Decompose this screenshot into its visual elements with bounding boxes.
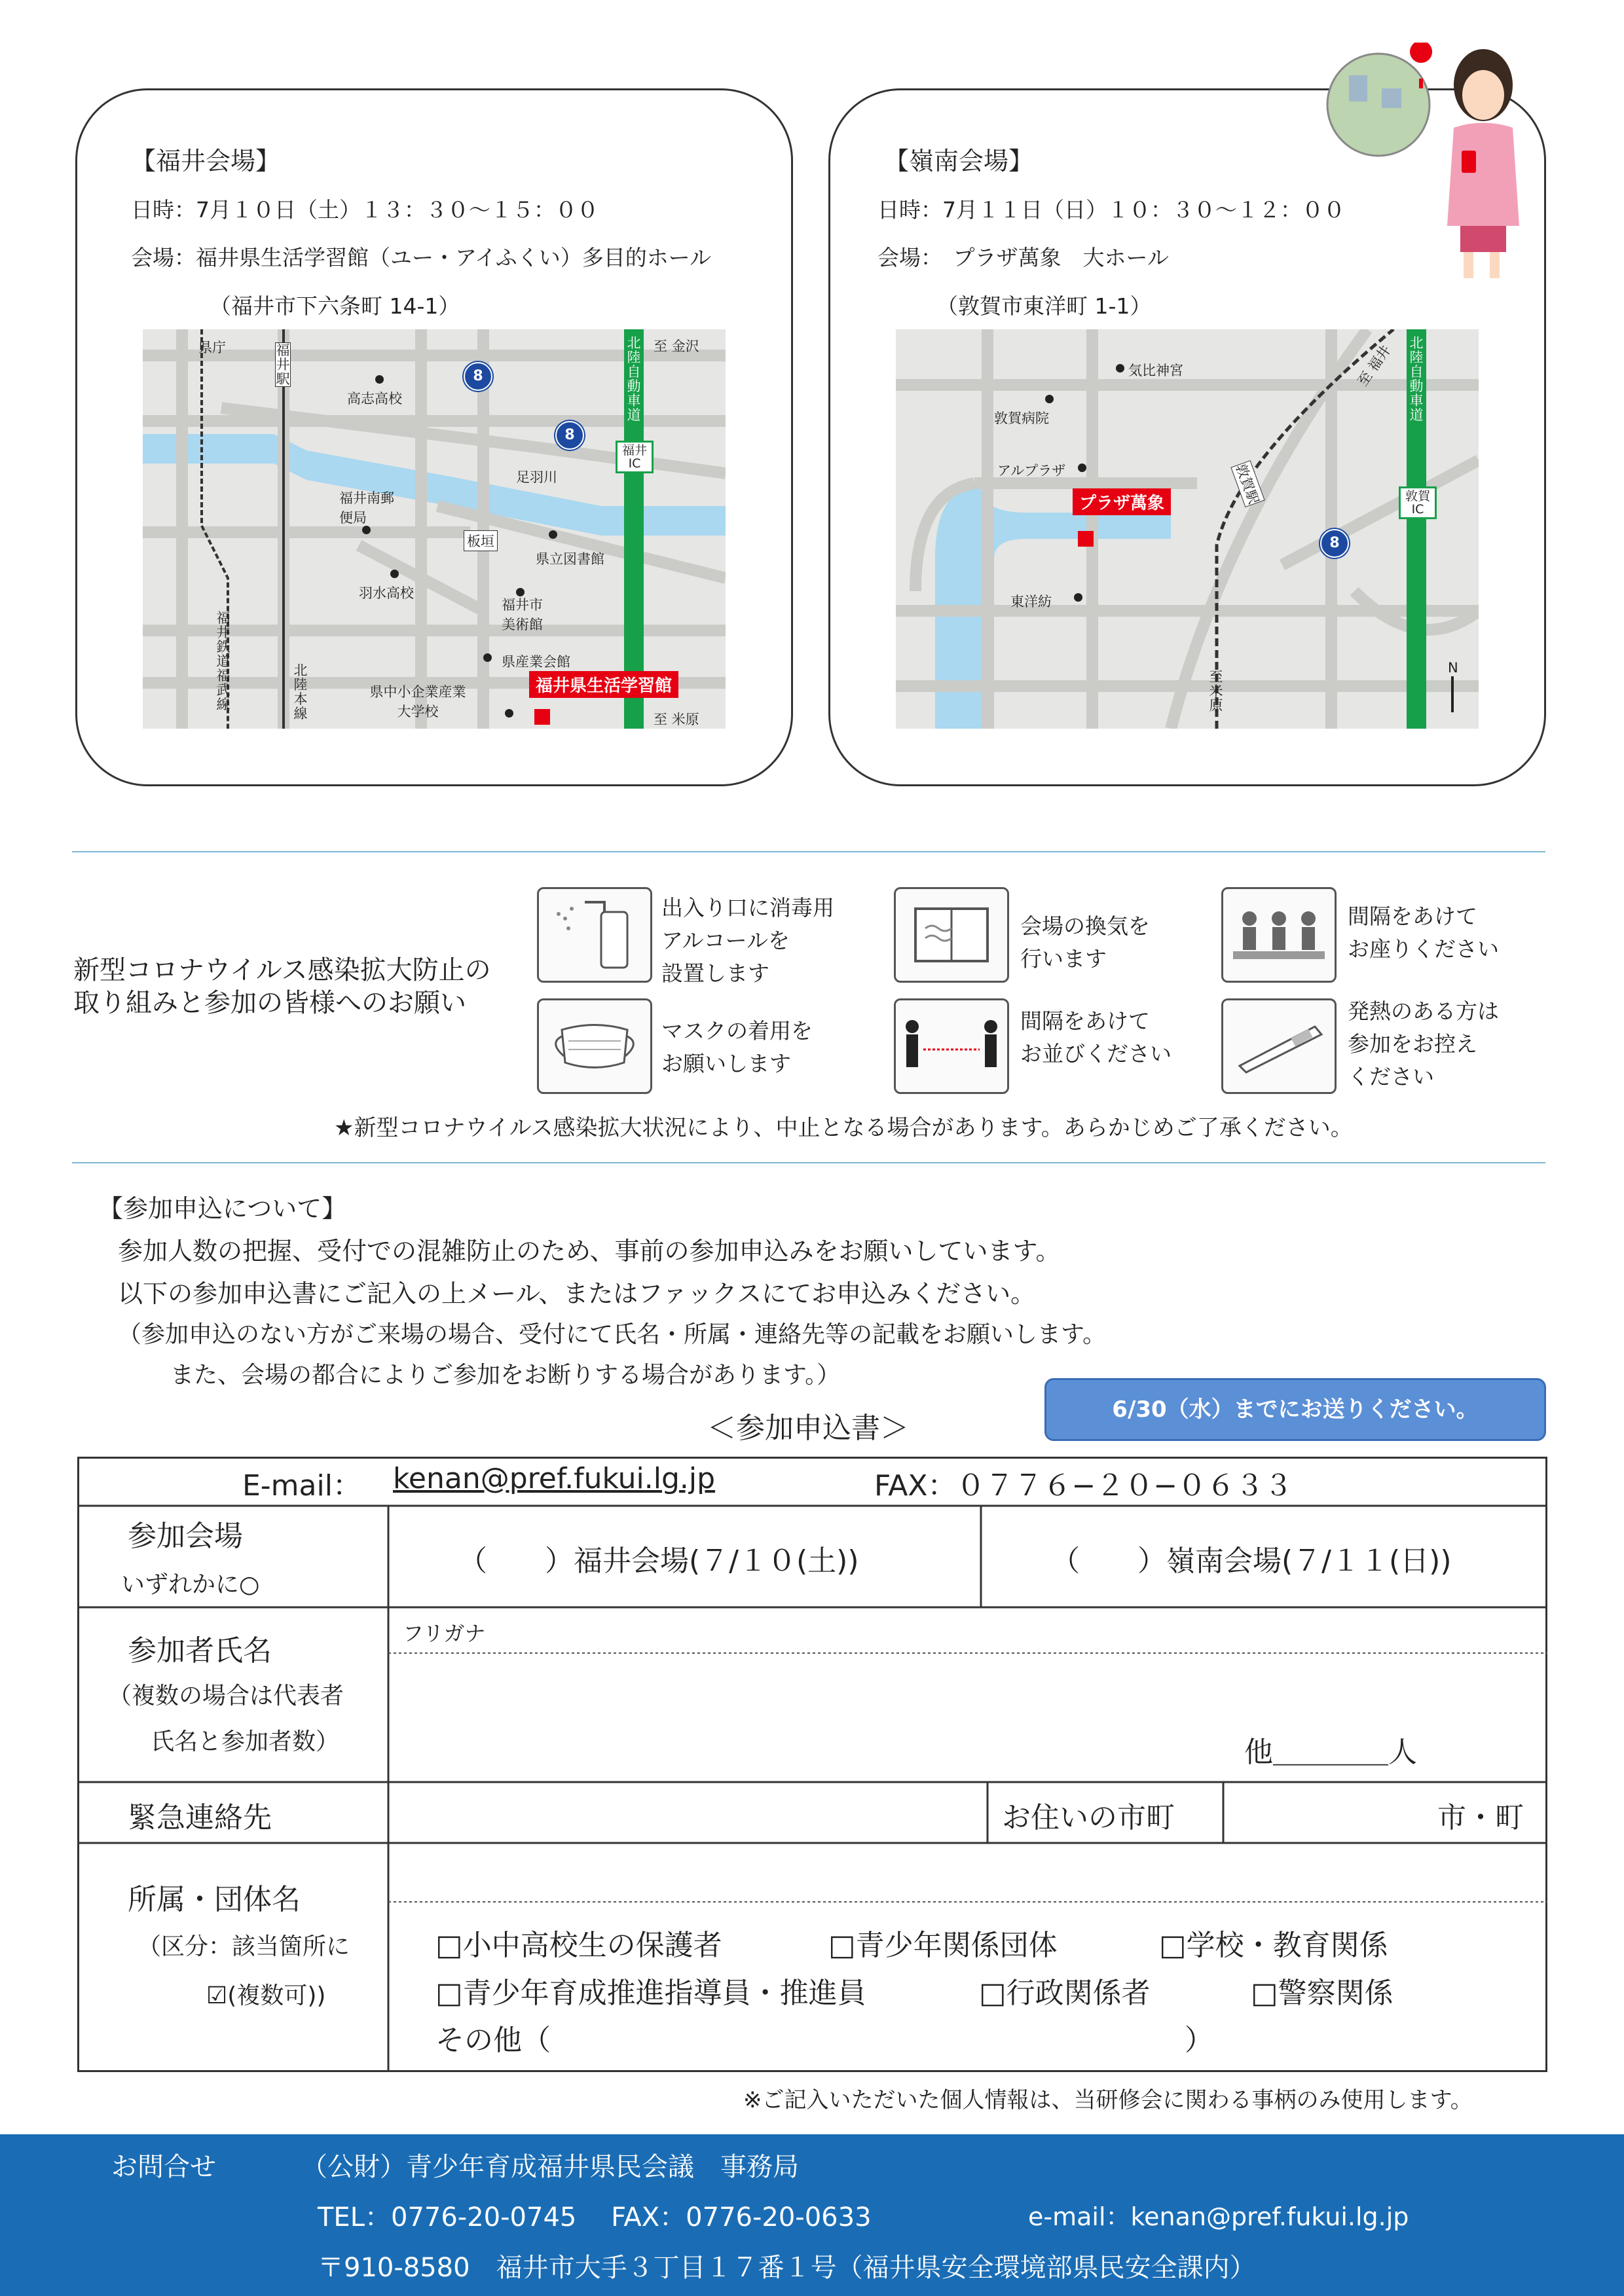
organization-input[interactable]	[393, 1846, 1539, 1899]
others-count-field[interactable]: 他＿＿＿＿人	[1244, 1736, 1417, 1769]
route-8-badge-2: 8	[555, 421, 584, 450]
hokuriku-line-label: 北陸本線	[293, 663, 308, 721]
email-label: E-mail：	[242, 1469, 361, 1503]
fukui-ic-label: 福井IC	[616, 441, 654, 473]
reinan-map	[896, 329, 1479, 729]
contact-address: 〒910-8580 福井市大手３丁目１７番１号（福井県安全環境部県民安全課内）	[318, 2253, 1256, 2283]
thermometer-text-2: 参加をお控え	[1348, 1031, 1477, 1057]
covid-notice: ★新型コロナウイルス感染拡大状況により、中止となる場合があります。あらかじめご了承ください。	[334, 1115, 1353, 1141]
thermometer-icon	[1221, 998, 1337, 1094]
reinan-target-marker	[1078, 531, 1094, 547]
venue-option-reinan[interactable]: （ ）嶺南会場(７/１１(日))	[1051, 1544, 1452, 1578]
emergency-contact-label: 緊急連絡先	[128, 1801, 272, 1834]
itagaki-label: 板垣	[464, 530, 498, 551]
to-fukui-label: 至 福井	[1354, 342, 1394, 389]
fukui-map	[143, 329, 726, 729]
furigana-label: フリガナ	[403, 1621, 486, 1646]
distance-text-1: 間隔をあけて	[1020, 1008, 1150, 1034]
covid-heading-line2: 取り組みと参加の皆様へのお願い	[73, 988, 466, 1018]
hospital-dot	[1045, 395, 1054, 403]
seat-spacing-text-2: お座りください	[1348, 936, 1499, 962]
contact-label: お問合せ	[111, 2152, 216, 2182]
sanitizer-text-2: アルコールを	[661, 928, 790, 953]
category-youth-leader[interactable]: □青少年育成推進指導員・推進員	[435, 1977, 866, 2010]
museum-dot	[516, 588, 525, 596]
sanitizer-text-3: 設置します	[661, 960, 769, 986]
organization-sub-label-1: （区分：該当箇所に	[138, 1933, 350, 1960]
fukui-venue-datetime: 日時：7月１０日（土）１３：３０〜１５：００	[131, 197, 599, 223]
distance-text-2: お並びください	[1020, 1041, 1172, 1066]
fukui-venue-address: （福井市下六条町 14-1）	[210, 293, 460, 319]
organization-label: 所属・団体名	[128, 1883, 301, 1916]
fukui-venue-title: 【福井会場】	[131, 147, 281, 175]
fukui-expressway-label: 北陸自動車道	[627, 335, 641, 423]
reinan-venue-datetime: 日時：7月１１日（日）１０：３０〜１２：００	[877, 197, 1345, 223]
covid-heading-line1: 新型コロナウイルス感染拡大防止の	[73, 955, 491, 985]
sanitizer-text-1: 出入り口に消毒用	[661, 895, 834, 920]
thermometer-text-1: 発熱のある方は	[1348, 998, 1499, 1024]
alplaza-label: アルプラザ	[997, 463, 1066, 479]
contact-tel-fax: TEL：0776-20-0745 FAX：0776-20-0633	[318, 2202, 872, 2232]
museum-label: 福井市美術館	[502, 597, 543, 632]
toyobo-dot	[1074, 593, 1082, 602]
sangyokaikan-label: 県産業会館	[502, 654, 570, 670]
ventilation-text-2: 行います	[1020, 946, 1107, 972]
application-heading: 【参加申込について】	[98, 1194, 347, 1223]
thermometer-text-3: ください	[1348, 1064, 1434, 1089]
privacy-note: ※ご記入いただいた個人情報は、当研修会に関わる事柄のみ使用します。	[743, 2087, 1473, 2113]
hanyu-dot	[390, 570, 399, 578]
email-link[interactable]: kenan@pref.fukui.lg.jp	[393, 1462, 716, 1495]
fukui-target-label: 福井県生活学習館	[529, 671, 678, 698]
venue-sub-label: いずれかに○	[121, 1571, 260, 1598]
tsuruga-station-label: 敦賀駅	[1230, 460, 1264, 507]
asuwa-river-label: 足羽川	[516, 469, 557, 485]
kehi-dot	[1116, 364, 1124, 373]
reinan-to-maibara-label: 至 米原	[1209, 669, 1223, 714]
category-parent[interactable]: □小中高校生の保護者	[435, 1929, 722, 1962]
reinan-target-label: プラザ萬象	[1073, 488, 1171, 515]
fukui-station-label: 福井駅	[276, 342, 290, 387]
tsuruga-hospital-label: 敦賀病院	[994, 410, 1049, 426]
library-label: 県立図書館	[536, 551, 604, 567]
sangyokaikan-dot	[483, 653, 492, 662]
name-sub-label-2: 氏名と参加者数）	[151, 1728, 340, 1755]
application-line-2: 以下の参加申込書にご記入の上メール、またはファックスにてお申込みください。	[118, 1279, 1036, 1308]
reinan-venue-address: （敦賀市東洋町 1-1）	[936, 293, 1152, 319]
reinan-route-8-badge: 8	[1320, 529, 1349, 558]
mask-text-1: マスクの着用を	[661, 1018, 813, 1044]
library-dot	[549, 530, 557, 539]
reinan-expressway-label: 北陸自動車道	[1409, 335, 1424, 423]
fukui-target-marker	[534, 709, 550, 725]
category-government[interactable]: □行政関係者	[979, 1977, 1151, 2010]
chusho-label: 県中小企業産業大学校	[369, 684, 466, 720]
route-8-badge: 8	[464, 362, 492, 391]
fax-number: FAX：０７７６−２０−０６３３	[874, 1469, 1293, 1503]
fukui-railway-label: 福井鉄道福武線	[216, 610, 231, 712]
woman-with-smartphone-illustration	[1323, 43, 1532, 285]
sanitizer-icon	[537, 887, 652, 983]
top-divider	[72, 851, 1545, 852]
category-police[interactable]: □警察関係	[1251, 1977, 1393, 2010]
to-maibara-label: 至 米原	[654, 712, 699, 727]
post-office-label: 福井南郵便局	[339, 490, 394, 526]
post-office-dot	[362, 526, 371, 534]
seat-spacing-icon	[1221, 887, 1337, 983]
distance-icon	[894, 998, 1009, 1094]
alplaza-dot	[1078, 464, 1086, 472]
application-line-4: また、会場の都合によりご参加をお断りする場合があります。）	[170, 1362, 841, 1389]
application-line-1: 参加人数の把握、受付での混雑防止のため、事前の参加申込みをお願いしています。	[118, 1237, 1061, 1266]
residence-suffix[interactable]: 市・町	[1437, 1801, 1524, 1834]
hanyu-label: 羽水高校	[359, 585, 414, 601]
tsuruga-ic-label: 敦賀IC	[1399, 486, 1437, 519]
category-other[interactable]: その他（ ）	[435, 2024, 1213, 2057]
toyobo-label: 東洋紡	[1010, 594, 1052, 610]
illustration-svg	[1323, 43, 1532, 285]
mask-text-2: お願いします	[661, 1051, 791, 1076]
north-arrow-label: N	[1448, 660, 1458, 676]
emergency-contact-input[interactable]	[393, 1784, 982, 1840]
form-title: ＜参加申込書＞	[707, 1412, 909, 1445]
ventilation-text-1: 会場の換気を	[1020, 913, 1150, 939]
category-youth-group[interactable]: □青少年関係団体	[828, 1929, 1058, 1962]
kencho-label: 県庁	[198, 340, 226, 355]
application-line-3: （参加申込のない方がご来場の場合、受付にて氏名・所属・連絡先等の記載をお願いします。	[118, 1321, 1107, 1348]
koshi-label: 高志高校	[347, 391, 402, 407]
koshi-dot	[375, 375, 384, 384]
north-arrow-icon	[1451, 676, 1454, 712]
kehi-label: 気比神宮	[1128, 363, 1183, 378]
reinan-venue-title: 【嶺南会場】	[884, 147, 1034, 175]
deadline-badge: 6/30（水）までにお送りください。	[1044, 1378, 1546, 1441]
to-kanazawa-label: 至 金沢	[654, 338, 699, 354]
fukui-venue-place: 会場：福井県生活学習館（ユー・アイふくい）多目的ホール	[131, 245, 712, 270]
venue-option-fukui[interactable]: （ ）福井会場(７/１０(土))	[458, 1544, 859, 1578]
name-sub-label-1: （複数の場合は代表者	[108, 1683, 344, 1709]
residence-label: お住いの市町	[1002, 1801, 1175, 1834]
furigana-input[interactable]	[393, 1611, 1539, 1650]
mask-icon	[537, 998, 652, 1094]
seat-spacing-text-1: 間隔をあけて	[1348, 903, 1477, 929]
reinan-venue-place: 会場： プラザ萬象 大ホール	[877, 245, 1169, 270]
contact-organization: （公財）青少年育成福井県民会議 事務局	[301, 2152, 799, 2182]
venue-label: 参加会場	[128, 1520, 243, 1553]
contact-email[interactable]: e-mail：kenan@pref.fukui.lg.jp	[1028, 2202, 1409, 2231]
contact-footer	[0, 2134, 1624, 2296]
name-label: 参加者氏名	[128, 1634, 272, 1667]
middle-divider	[72, 1162, 1545, 1163]
organization-sub-label-2: ☑(複数可))	[206, 1982, 326, 2009]
reinan-map-roads	[896, 329, 1479, 729]
category-school[interactable]: □学校・教育関係	[1159, 1929, 1388, 1962]
chusho-dot	[505, 709, 513, 718]
participant-name-input[interactable]	[393, 1656, 1211, 1774]
ventilation-icon	[894, 887, 1009, 983]
